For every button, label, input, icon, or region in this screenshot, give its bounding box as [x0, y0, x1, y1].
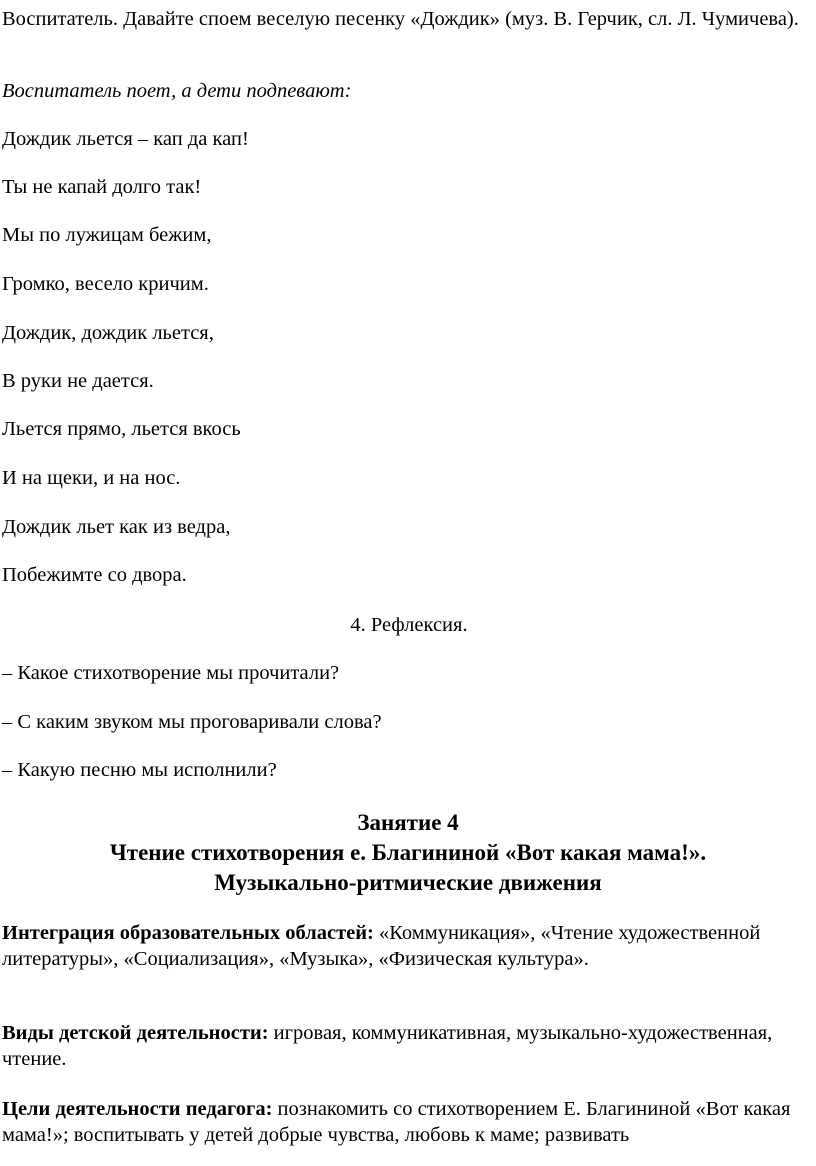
song-line: Ты не капай долго так!	[2, 176, 202, 198]
song-line: В руки не дается.	[2, 370, 154, 392]
reflection-question: – С каким звуком мы проговаривали слова?	[2, 711, 382, 733]
goals-text: познакомить со стихотворением Е. Благининой «Вот какая мама!»; воспитывать у детей добрые чувства, любовь к маме; развивать	[2, 1098, 791, 1146]
song-line: И на щеки, и на нос.	[2, 467, 181, 489]
activities-text: игровая, коммуникативная, музыкально-художественная, чтение.	[2, 1022, 773, 1070]
reflection-question: – Какое стихотворение мы прочитали?	[2, 662, 340, 684]
goals-label: Цели деятельности педагога:	[2, 1098, 273, 1120]
stage-direction: Воспитатель поет, а дети подпевают:	[2, 80, 352, 102]
song-line: Дождик, дождик льется,	[2, 322, 214, 344]
goals-paragraph	[2, 1096, 810, 1148]
song-line: Льется прямо, льется вкось	[2, 418, 241, 440]
integration-text: «Коммуникация», «Чтение художественной литературы», «Социализация», «Музыка», «Физическая культура».	[2, 922, 761, 970]
song-line: Дождик льет как из ведра,	[2, 516, 231, 538]
song-line: Дождик льется – кап да кап!	[2, 128, 249, 150]
intro-paragraph: Воспитатель. Давайте споем веселую песенку «Дождик» (муз. В. Герчик, сл. Л. Чумичева).	[2, 8, 799, 30]
integration-paragraph	[2, 920, 810, 972]
lesson-heading-title: Чтение стихотворения е. Благининой «Вот какая мама!».	[109, 840, 707, 865]
song-line: Побежимте со двора.	[2, 564, 187, 586]
integration-label: Интеграция образовательных областей:	[2, 922, 374, 944]
lesson-heading-subtitle: Музыкально-ритмические движения	[214, 870, 602, 895]
activities-label: Виды детской деятельности:	[2, 1022, 269, 1044]
song-line: Громко, весело кричим.	[2, 273, 209, 295]
reflection-question: – Какую песню мы исполнили?	[2, 759, 277, 781]
lesson-heading-number: Занятие 4	[357, 810, 459, 835]
activities-paragraph	[2, 1020, 810, 1072]
song-line: Мы по лужицам бежим,	[2, 224, 212, 246]
reflection-title: 4. Рефлексия.	[350, 614, 468, 636]
